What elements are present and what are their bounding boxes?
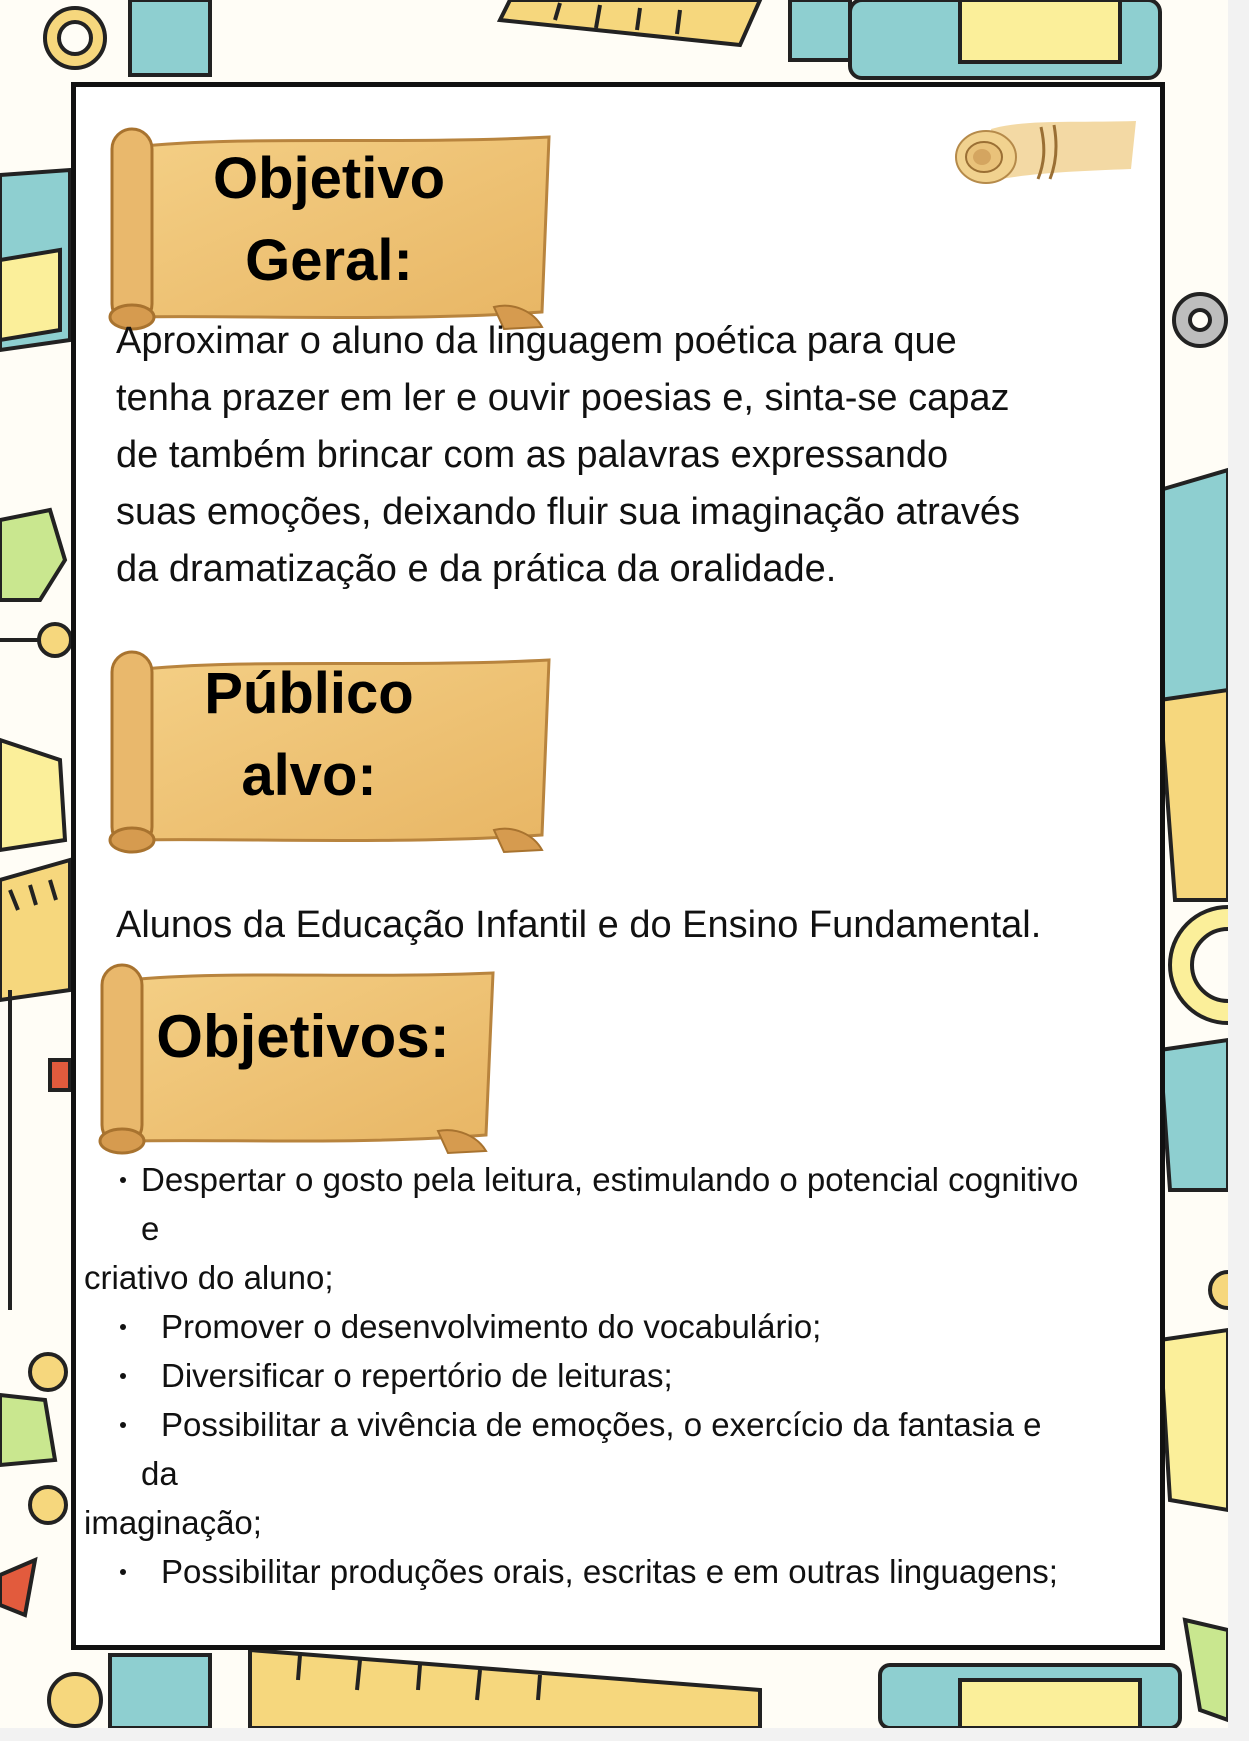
bullet-icon	[120, 1177, 126, 1183]
text-line: Aproximar o aluno da linguagem poética para que	[116, 320, 957, 362]
publico-alvo-text: Alunos da Educação Infantil e do Ensino Fundamental.	[116, 904, 1042, 946]
bullet-icon	[120, 1422, 126, 1428]
objetivo-geral-text	[116, 313, 1136, 598]
heading-line-2: Geral:	[245, 228, 413, 293]
text-line: tenha prazer em ler e ouvir poesias e, sinta-se capaz	[116, 377, 1010, 419]
bullet-icon	[120, 1569, 126, 1575]
heading-line-2: alvo:	[241, 743, 377, 808]
bullet-icon	[120, 1324, 126, 1330]
list-item	[76, 1400, 1160, 1547]
list-item	[76, 1155, 1160, 1302]
heading-objetivos-text: Objetivos:	[156, 1003, 450, 1070]
item-line: Diversificar o repertório de leituras;	[161, 1357, 673, 1394]
text-line: de também brincar com as palavras expressando	[116, 434, 949, 476]
item-line: da	[141, 1455, 178, 1492]
heading-objetivos	[88, 955, 508, 1155]
heading-publico-alvo	[94, 640, 564, 855]
objectives-list	[76, 1155, 1160, 1596]
content-card	[71, 82, 1165, 1650]
heading-objetivo-geral	[94, 117, 564, 332]
heading-line-1: Objetivo	[212, 146, 446, 211]
item-continuation: criativo do aluno;	[84, 1259, 334, 1296]
list-item	[76, 1351, 1160, 1400]
list-item	[76, 1547, 1160, 1596]
bullet-icon	[120, 1373, 126, 1379]
item-continuation: imaginação;	[84, 1504, 262, 1541]
list-item	[76, 1302, 1160, 1351]
item-line: e	[141, 1210, 160, 1247]
item-line: Possibilitar produções orais, escritas e em outras linguagens;	[161, 1553, 1058, 1590]
text-line: suas emoções, deixando fluir sua imaginação através	[116, 491, 1021, 533]
item-line: Despertar o gosto pela leitura, estimulando o potencial cognitivo	[141, 1161, 1079, 1198]
heading-line-1: Público	[204, 661, 414, 726]
item-line: Possibilitar a vivência de emoções, o exercício da fantasia e	[161, 1406, 1042, 1443]
rolled-scroll-icon	[946, 109, 1146, 199]
text-line: da dramatização e da prática da oralidade.	[116, 548, 837, 590]
item-line: Promover o desenvolvimento do vocabulário;	[161, 1308, 822, 1345]
